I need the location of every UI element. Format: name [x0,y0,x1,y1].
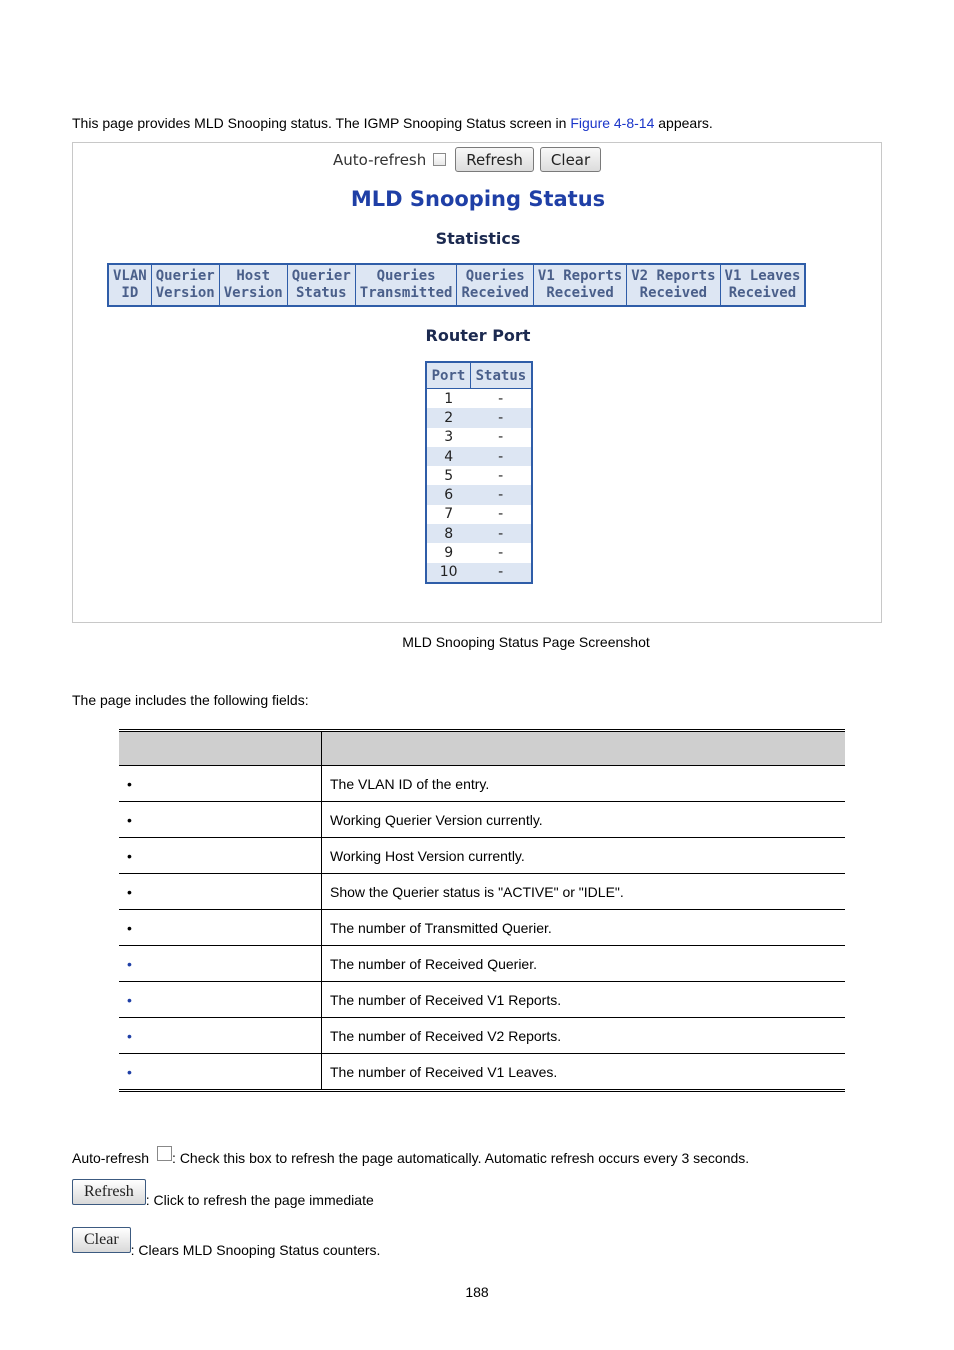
fields-header-object [119,731,322,766]
router-status-cell: - [498,429,504,446]
field-object-cell [119,874,322,910]
router-port-cell: 5 [444,467,454,484]
stats-col: Host Version [219,264,287,306]
statistics-header-row [108,264,805,306]
legend-auto-refresh [72,1150,749,1166]
legend-refresh [72,1179,374,1208]
stats-col: Querier Version [151,264,219,306]
legend-checkbox-icon [157,1146,172,1161]
table-row [119,1018,845,1054]
bullet-icon: • [127,955,132,972]
router-status-cell: - [498,506,504,523]
intro-prefix: This page provides MLD Snooping status. The IGMP Snooping Status screen in [72,115,571,131]
router-row [426,447,532,466]
router-port-cell: 10 [426,563,470,583]
stats-col: Queries Transmitted [355,264,457,306]
router-port-cell: 8 [426,524,470,543]
router-status-cell: - [470,485,532,504]
table-row [119,802,845,838]
router-row [426,505,532,524]
router-row [426,485,532,504]
router-col-port: Port [426,362,470,389]
fields-table-wrap [119,729,845,1092]
bullet-icon: • [127,811,132,828]
bullet-icon: • [127,847,132,864]
router-status-cell: - [498,467,504,484]
router-port-cell: 9 [444,545,454,562]
field-object-cell [119,982,322,1018]
table-row [119,1054,845,1091]
stats-col: V1 Reports Received [533,264,626,306]
field-object-cell [119,1018,322,1054]
table-row [119,838,845,874]
legend-refresh-desc: : Click to refresh the page immediate [145,1192,374,1208]
stats-col: Queries Received [457,264,533,306]
router-status-cell: - [498,545,504,562]
field-object-cell [119,802,322,838]
intro-text [72,115,713,131]
auto-refresh-label: Auto-refresh [333,150,427,169]
router-row [426,524,532,543]
legend-clear-button: Clear [72,1227,131,1253]
table-row [119,910,845,946]
router-row [426,389,532,409]
router-row [426,563,532,583]
figure-link[interactable]: Figure 4-8-14 [570,115,655,131]
bullet-icon: • [127,775,132,792]
statistics-heading: Statistics [435,229,521,248]
page-number: 188 [465,1284,489,1300]
toolbar [333,147,607,172]
refresh-button[interactable]: Refresh [455,147,534,172]
table-row [119,946,845,982]
stats-col: Querier Status [287,264,355,306]
field-object-cell [119,766,322,802]
router-row [426,428,532,447]
router-row [426,543,532,562]
router-status-cell: - [470,408,532,427]
legend-auto-refresh-label: Auto-refresh [72,1150,150,1166]
router-status-cell: - [470,524,532,543]
table-row [119,874,845,910]
router-port-cell: 2 [426,408,470,427]
field-description-cell: Working Querier Version currently. [322,802,846,838]
fields-header-row [119,731,845,766]
router-status-cell: - [470,447,532,466]
field-description-cell: Show the Querier status is "ACTIVE" or "IDLE". [322,874,846,910]
router-row [426,466,532,485]
legend-refresh-button: Refresh [72,1179,146,1205]
stats-col: VLAN ID [108,264,151,306]
router-port-cell: 4 [426,447,470,466]
field-object-cell [119,946,322,982]
router-row [426,408,532,427]
field-description-cell: The number of Received V1 Reports. [322,982,846,1018]
router-port-heading: Router Port [425,326,531,345]
router-port-table [425,361,533,584]
stats-col: V2 Reports Received [627,264,720,306]
field-object-cell [119,910,322,946]
field-description-cell: The number of Received Querier. [322,946,846,982]
legend-clear-desc: : Clears MLD Snooping Status counters. [130,1242,381,1258]
router-status-cell: - [498,390,504,407]
legend-clear [72,1227,381,1258]
router-port-cell: 6 [426,485,470,504]
field-description-cell: The number of Received V1 Leaves. [322,1054,846,1091]
fields-header-description [322,731,846,766]
router-port-cell: 3 [444,429,454,446]
intro-suffix: appears. [654,115,713,131]
router-port-cell: 7 [444,506,454,523]
table-row [119,766,845,802]
fields-intro: The page includes the following fields: [72,692,309,708]
router-header-row [426,362,532,389]
statistics-table [107,263,806,307]
auto-refresh-checkbox[interactable] [433,153,446,166]
bullet-icon: • [127,991,132,1008]
bullet-icon: • [127,1027,132,1044]
bullet-icon: • [127,883,132,900]
figure-caption: MLD Snooping Status Page Screenshot [402,634,650,650]
legend-auto-refresh-desc: : Check this box to refresh the page automatically. Automatic refresh occurs every 3 seconds. [172,1150,750,1166]
field-description-cell: The VLAN ID of the entry. [322,766,846,802]
field-object-cell [119,1054,322,1091]
stats-col: V1 Leaves Received [720,264,805,306]
field-object-cell [119,838,322,874]
fields-table [119,729,845,1092]
field-description-cell: Working Host Version currently. [322,838,846,874]
field-description-cell: The number of Received V2 Reports. [322,1018,846,1054]
bullet-icon: • [127,1063,132,1080]
field-description-cell: The number of Transmitted Querier. [322,910,846,946]
router-status-cell: - [470,563,532,583]
table-row [119,982,845,1018]
clear-button[interactable]: Clear [540,147,601,172]
page-title: MLD Snooping Status [350,187,606,211]
screenshot-frame [72,142,882,623]
router-col-status: Status [470,362,532,389]
router-port-cell: 1 [444,390,454,407]
bullet-icon: • [127,919,132,936]
